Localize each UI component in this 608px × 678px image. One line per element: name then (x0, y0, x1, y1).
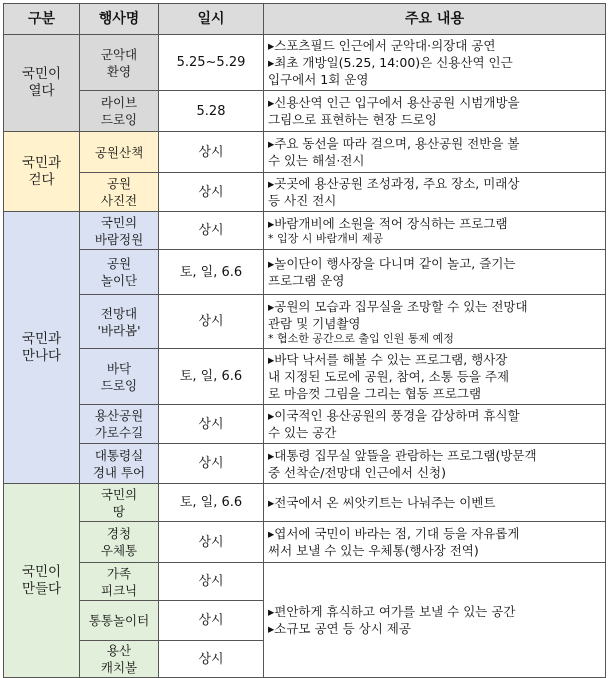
content-cell (264, 132, 606, 173)
event-name-cell (80, 601, 159, 641)
date-cell: 상시 (159, 405, 264, 444)
header-event: 행사명 (80, 4, 159, 35)
event-name: 라이브 (100, 95, 138, 110)
category-cell (4, 212, 80, 484)
category-label: 국민이 (21, 66, 62, 82)
date-cell: 토, 일, 6.6 (159, 484, 264, 522)
header-row (4, 4, 606, 35)
event-name: 공원 (106, 256, 132, 271)
category-label: 열다 (28, 83, 55, 99)
content-text: 그림으로 표현하는 현장 드로잉 (268, 112, 437, 127)
content-cell (264, 250, 606, 295)
content-text: ▸최초 개방일(5.25, 14:00)은 신용산역 인근 (268, 55, 513, 70)
content-text: 수 있는 공간 (268, 425, 337, 440)
content-text: ▸엽서에 국민이 바라는 점, 기대 등을 자유롭게 (268, 526, 520, 541)
content-cell (264, 349, 606, 405)
event-name-cell (80, 91, 159, 132)
category-cell (4, 35, 80, 132)
content-text: ▸편안하게 휴식하고 여가를 보낼 수 있는 공간 (268, 604, 516, 619)
event-name: 놀이단 (100, 273, 138, 288)
content-text: 등 사진 전시 (268, 193, 337, 208)
table-row (4, 35, 606, 91)
event-name-cell (80, 563, 159, 601)
content-text: ▸주요 동선을 따라 걸으며, 용산공원 전반을 볼 (268, 136, 520, 151)
date-cell: 토, 일, 6.6 (159, 349, 264, 405)
content-text: 입구에서 1회 운영 (268, 72, 369, 87)
table-row (4, 132, 606, 173)
event-name: 캐치볼 (100, 660, 138, 675)
date-cell: 상시 (159, 173, 264, 212)
date-cell: 5.25~5.29 (159, 35, 264, 91)
category-label: 만들다 (21, 580, 62, 597)
category-cell (4, 132, 80, 212)
event-name: 피크닉 (100, 582, 138, 598)
event-name-cell (80, 212, 159, 250)
event-name: 용산 (106, 643, 132, 658)
table-row (4, 295, 606, 349)
content-text: ▸신용산역 인근 입구에서 용산공원 시범개방을 (268, 95, 520, 110)
event-name: 군악대 (100, 46, 138, 62)
content-note: * 협소한 공간으로 출입 인원 통제 예정 (268, 331, 454, 345)
event-name: 통통놀이터 (88, 613, 150, 628)
header-category: 구분 (4, 4, 80, 35)
table-row (4, 405, 606, 444)
content-text: ▸대통령 집무실 앞뜰을 관람하는 프로그램(방문객 (268, 447, 537, 463)
event-name-cell (80, 522, 159, 563)
date-cell: 상시 (159, 563, 264, 601)
event-name: 공원산책 (94, 144, 144, 160)
content-cell (264, 563, 606, 678)
content-text: ▸바닥 낙서를 해볼 수 있는 프로그램, 행사장 (268, 352, 508, 367)
event-name: 우체통 (100, 543, 138, 558)
content-text: 관람 및 기념촬영 (268, 315, 361, 331)
content-text: 프로그램 운영 (268, 273, 345, 288)
event-schedule-table (3, 3, 606, 678)
date-cell: 상시 (159, 132, 264, 173)
event-name: 공원 (106, 176, 132, 191)
event-name-cell (80, 35, 159, 91)
content-text: 로 마음껏 그림을 그리는 협동 프로그램 (268, 386, 482, 401)
event-name: 사진전 (100, 193, 138, 208)
table-row (4, 212, 606, 250)
date-cell: 상시 (159, 212, 264, 250)
event-name: 환영 (106, 63, 132, 79)
header-content: 주요 내용 (264, 4, 606, 35)
content-cell (264, 484, 606, 522)
table-row (4, 349, 606, 405)
content-text: ▸바람개비에 소원을 적어 장식하는 프로그램 (268, 216, 508, 231)
date-cell: 상시 (159, 444, 264, 484)
event-name: '바라봄' (97, 322, 141, 338)
content-text: ▸스포츠필드 인근에서 군악대·의장대 공연 (268, 38, 496, 53)
event-name-cell (80, 250, 159, 295)
event-name-cell (80, 405, 159, 444)
category-cell (4, 484, 80, 678)
table-row (4, 444, 606, 484)
event-name: 국민의 (100, 486, 138, 502)
event-name-cell (80, 484, 159, 522)
content-text: 수 있는 해설·전시 (268, 153, 365, 168)
content-cell (264, 405, 606, 444)
header-date: 일시 (159, 4, 264, 35)
category-label: 만나다 (21, 347, 62, 364)
category-label: 국민과 (21, 330, 62, 347)
table-row (4, 563, 606, 601)
event-name-cell (80, 444, 159, 484)
event-name-cell (80, 349, 159, 405)
table-row (4, 173, 606, 212)
event-name: 대통령실 (94, 447, 144, 463)
content-text: ▸공원의 모습과 집무실을 조망할 수 있는 전망대 (268, 298, 528, 314)
event-name: 땅 (112, 503, 126, 519)
content-cell (264, 173, 606, 212)
content-text: ▸곳곳에 용산공원 조성과정, 주요 장소, 미래상 (268, 176, 520, 191)
content-text: 내 지정된 도로에 공원, 참여, 소통 등을 주제 (268, 369, 510, 384)
event-name: 드로잉 (100, 112, 138, 127)
date-cell: 상시 (159, 522, 264, 563)
event-name: 전망대 (100, 305, 138, 321)
table-row (4, 91, 606, 132)
content-text: ▸놀이단이 행사장을 다니며 같이 놀고, 즐기는 (268, 256, 516, 271)
event-name: 경청 (106, 526, 132, 541)
content-cell (264, 91, 606, 132)
category-label: 국민이 (21, 563, 62, 580)
event-name: 드로잉 (100, 377, 138, 393)
content-cell (264, 444, 606, 484)
content-cell (264, 295, 606, 349)
category-label: 국민과 (21, 154, 62, 171)
event-name-cell (80, 641, 159, 678)
content-text: 써서 보낼 수 있는 우체통(행사장 전역) (268, 543, 479, 558)
table-row (4, 522, 606, 563)
event-name-cell (80, 295, 159, 349)
date-cell: 상시 (159, 601, 264, 641)
event-name-cell (80, 132, 159, 173)
event-name: 국민의 (100, 214, 138, 230)
date-cell: 5.28 (159, 91, 264, 132)
event-name: 경내 투어 (92, 464, 146, 480)
date-cell: 상시 (159, 641, 264, 678)
event-name: 바람정원 (94, 231, 144, 247)
content-text: ▸전국에서 온 씨앗키트는 나눠주는 이벤트 (268, 495, 496, 510)
content-text: ▸이국적인 용산공원의 풍경을 감상하며 휴식할 (268, 408, 520, 423)
content-text: ▸소규모 공연 등 상시 제공 (268, 621, 411, 636)
event-name: 용산공원 (94, 408, 144, 423)
event-name: 가족 (106, 565, 132, 581)
table-row (4, 250, 606, 295)
content-cell (264, 212, 606, 250)
date-cell: 상시 (159, 295, 264, 349)
content-cell (264, 522, 606, 563)
event-name-cell (80, 173, 159, 212)
event-name: 바닥 (106, 360, 132, 376)
category-label: 걷다 (28, 171, 55, 188)
date-cell: 토, 일, 6.6 (159, 250, 264, 295)
content-cell (264, 35, 606, 91)
table-row (4, 484, 606, 522)
content-note: * 입장 시 바람개비 제공 (268, 232, 384, 245)
content-text: 중 선착순/전망대 인근에서 신청) (268, 464, 446, 480)
event-name: 가로수길 (94, 425, 144, 440)
